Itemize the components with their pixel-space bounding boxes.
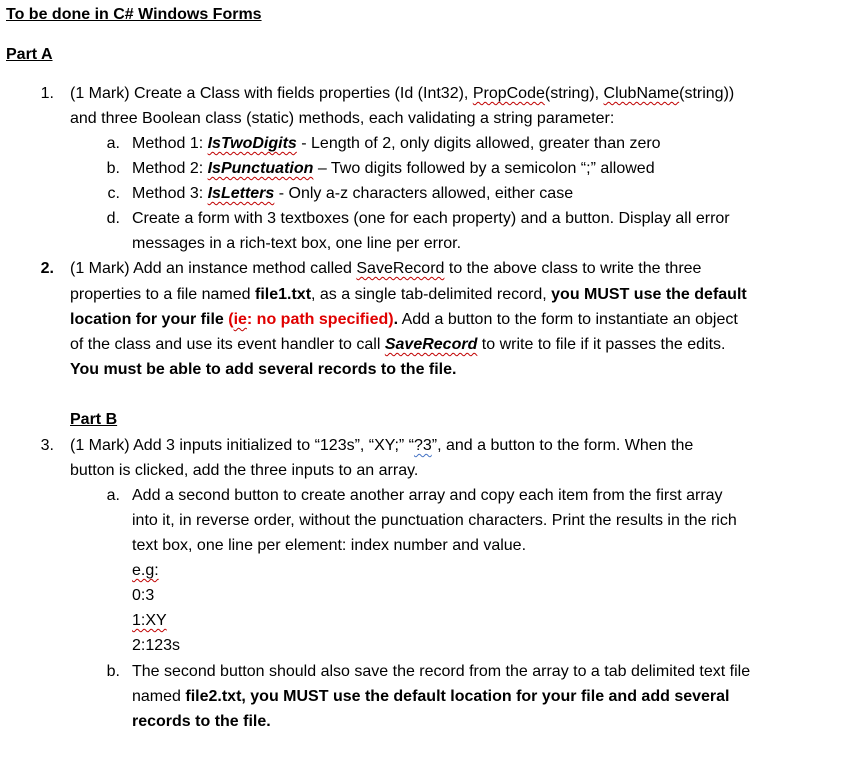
q1c-method-name: IsLetters bbox=[207, 185, 275, 202]
q1-line-2: and three Boolean class (static) methods, each validating a string parameter: bbox=[70, 110, 615, 127]
q2-period: . bbox=[393, 311, 399, 328]
q2-text-3a: location for your file bbox=[70, 311, 229, 328]
q1-text-c: (string), bbox=[544, 85, 604, 102]
q3b-line-2 bbox=[132, 687, 729, 707]
q1a-text-1: Method 1: bbox=[132, 135, 208, 152]
q1-propcode: PropCode bbox=[472, 85, 545, 102]
q1c-text-3: - Only a-z characters allowed, either case bbox=[274, 185, 574, 202]
q3-example-1: 0:3 bbox=[132, 587, 155, 604]
q2-text-4c: to write to file if it passes the edits. bbox=[477, 336, 726, 353]
q3a-line-1: Add a second button to create another array and copy each item from the first array bbox=[132, 487, 723, 504]
q3b-line-1: The second button should also save the record from the array to a tab delimited text file bbox=[132, 663, 751, 680]
q2-text-2a: properties to a file named bbox=[70, 286, 255, 303]
q1b-method-name: IsPunctuation bbox=[207, 160, 314, 177]
q1a-method-name: IsTwoDigits bbox=[207, 135, 297, 152]
q1-number: 1. bbox=[40, 85, 54, 102]
part-a-heading: Part A bbox=[6, 46, 53, 63]
q3a-letter: a. bbox=[106, 487, 120, 504]
q2-ie: ie bbox=[233, 311, 247, 328]
q2-line-4 bbox=[70, 335, 725, 355]
q1c-text bbox=[132, 184, 573, 204]
q3-text-c: ”, and a button to the form. When the bbox=[431, 437, 694, 454]
q1c-text-1: Method 3: bbox=[132, 185, 208, 202]
q2-filename: file1.txt bbox=[255, 286, 312, 303]
q3b-line-3: records to the file. bbox=[132, 713, 271, 730]
q3a-line-2: into it, in reverse order, without the punctuation characters. Print the results in the rich bbox=[132, 512, 737, 529]
q2-must-text: you MUST use the default bbox=[551, 286, 747, 303]
q3b-letter: b. bbox=[106, 663, 120, 680]
q1b-letter: b. bbox=[106, 160, 120, 177]
q2-text-2c: , as a single tab-delimited record, bbox=[311, 286, 552, 303]
q2-no-path: : no path specified) bbox=[246, 311, 394, 328]
q3-text-a: (1 Mark) Add 3 inputs initialized to “123s”, “XY;” “ bbox=[70, 437, 414, 454]
q1-clubname: ClubName bbox=[603, 85, 680, 102]
q1-text-e: (string)) bbox=[679, 85, 735, 102]
q3b-text-2b: file2.txt, you MUST use the default location for your file and add several bbox=[185, 688, 730, 705]
q1a-letter: a. bbox=[106, 135, 120, 152]
q1a-text-3: - Length of 2, only digits allowed, greater than zero bbox=[296, 135, 661, 152]
q3-example-2: 1:XY bbox=[132, 612, 167, 629]
q2-line-2 bbox=[70, 285, 747, 305]
q1d-line-2: messages in a rich-text box, one line per error. bbox=[132, 235, 462, 252]
q2-text-3f: Add a button to the form to instantiate an object bbox=[398, 311, 738, 328]
q3b-text-2a: named bbox=[132, 688, 186, 705]
q2-saverecord: SaveRecord bbox=[356, 260, 445, 277]
q2-line-5: You must be able to add several records to the file. bbox=[70, 361, 457, 378]
q2-text-c: to the above class to write the three bbox=[444, 260, 702, 277]
q1c-letter: c. bbox=[107, 185, 120, 202]
q2-text-a: (1 Mark) Add an instance method called bbox=[70, 260, 357, 277]
q1d-letter: d. bbox=[106, 210, 120, 227]
q2-text-4a: of the class and use its event handler to call bbox=[70, 336, 385, 353]
q2-number: 2. bbox=[40, 260, 54, 277]
q3-example-3: 2:123s bbox=[132, 637, 181, 654]
q1b-text-1: Method 2: bbox=[132, 160, 208, 177]
document-title: To be done in C# Windows Forms bbox=[6, 6, 262, 23]
q2-line-1 bbox=[70, 259, 701, 279]
q3-number: 3. bbox=[40, 437, 54, 454]
q1d-line-1: Create a form with 3 textboxes (one for each property) and a button. Display all error bbox=[132, 210, 730, 227]
q3a-line-3: text box, one line per element: index number and value. bbox=[132, 537, 527, 554]
q2-paren: ( bbox=[228, 311, 234, 328]
part-b-heading: Part B bbox=[70, 411, 118, 428]
q3-example-label: e.g: bbox=[132, 562, 159, 579]
q3-line-1 bbox=[70, 436, 693, 456]
q2-line-3 bbox=[70, 310, 738, 330]
q1-text-a: (1 Mark) Create a Class with fields properties (Id (Int32), bbox=[70, 85, 473, 102]
q3-q3-value: ?3 bbox=[413, 437, 432, 454]
q1a-text bbox=[132, 134, 661, 154]
q1b-text bbox=[132, 159, 655, 179]
q2-saverecord-2: SaveRecord bbox=[384, 336, 478, 353]
q1-line-1 bbox=[70, 84, 734, 104]
q1b-text-3: – Two digits followed by a semicolon “;” allowed bbox=[313, 160, 655, 177]
q3-line-2: button is clicked, add the three inputs to an array. bbox=[70, 462, 419, 479]
